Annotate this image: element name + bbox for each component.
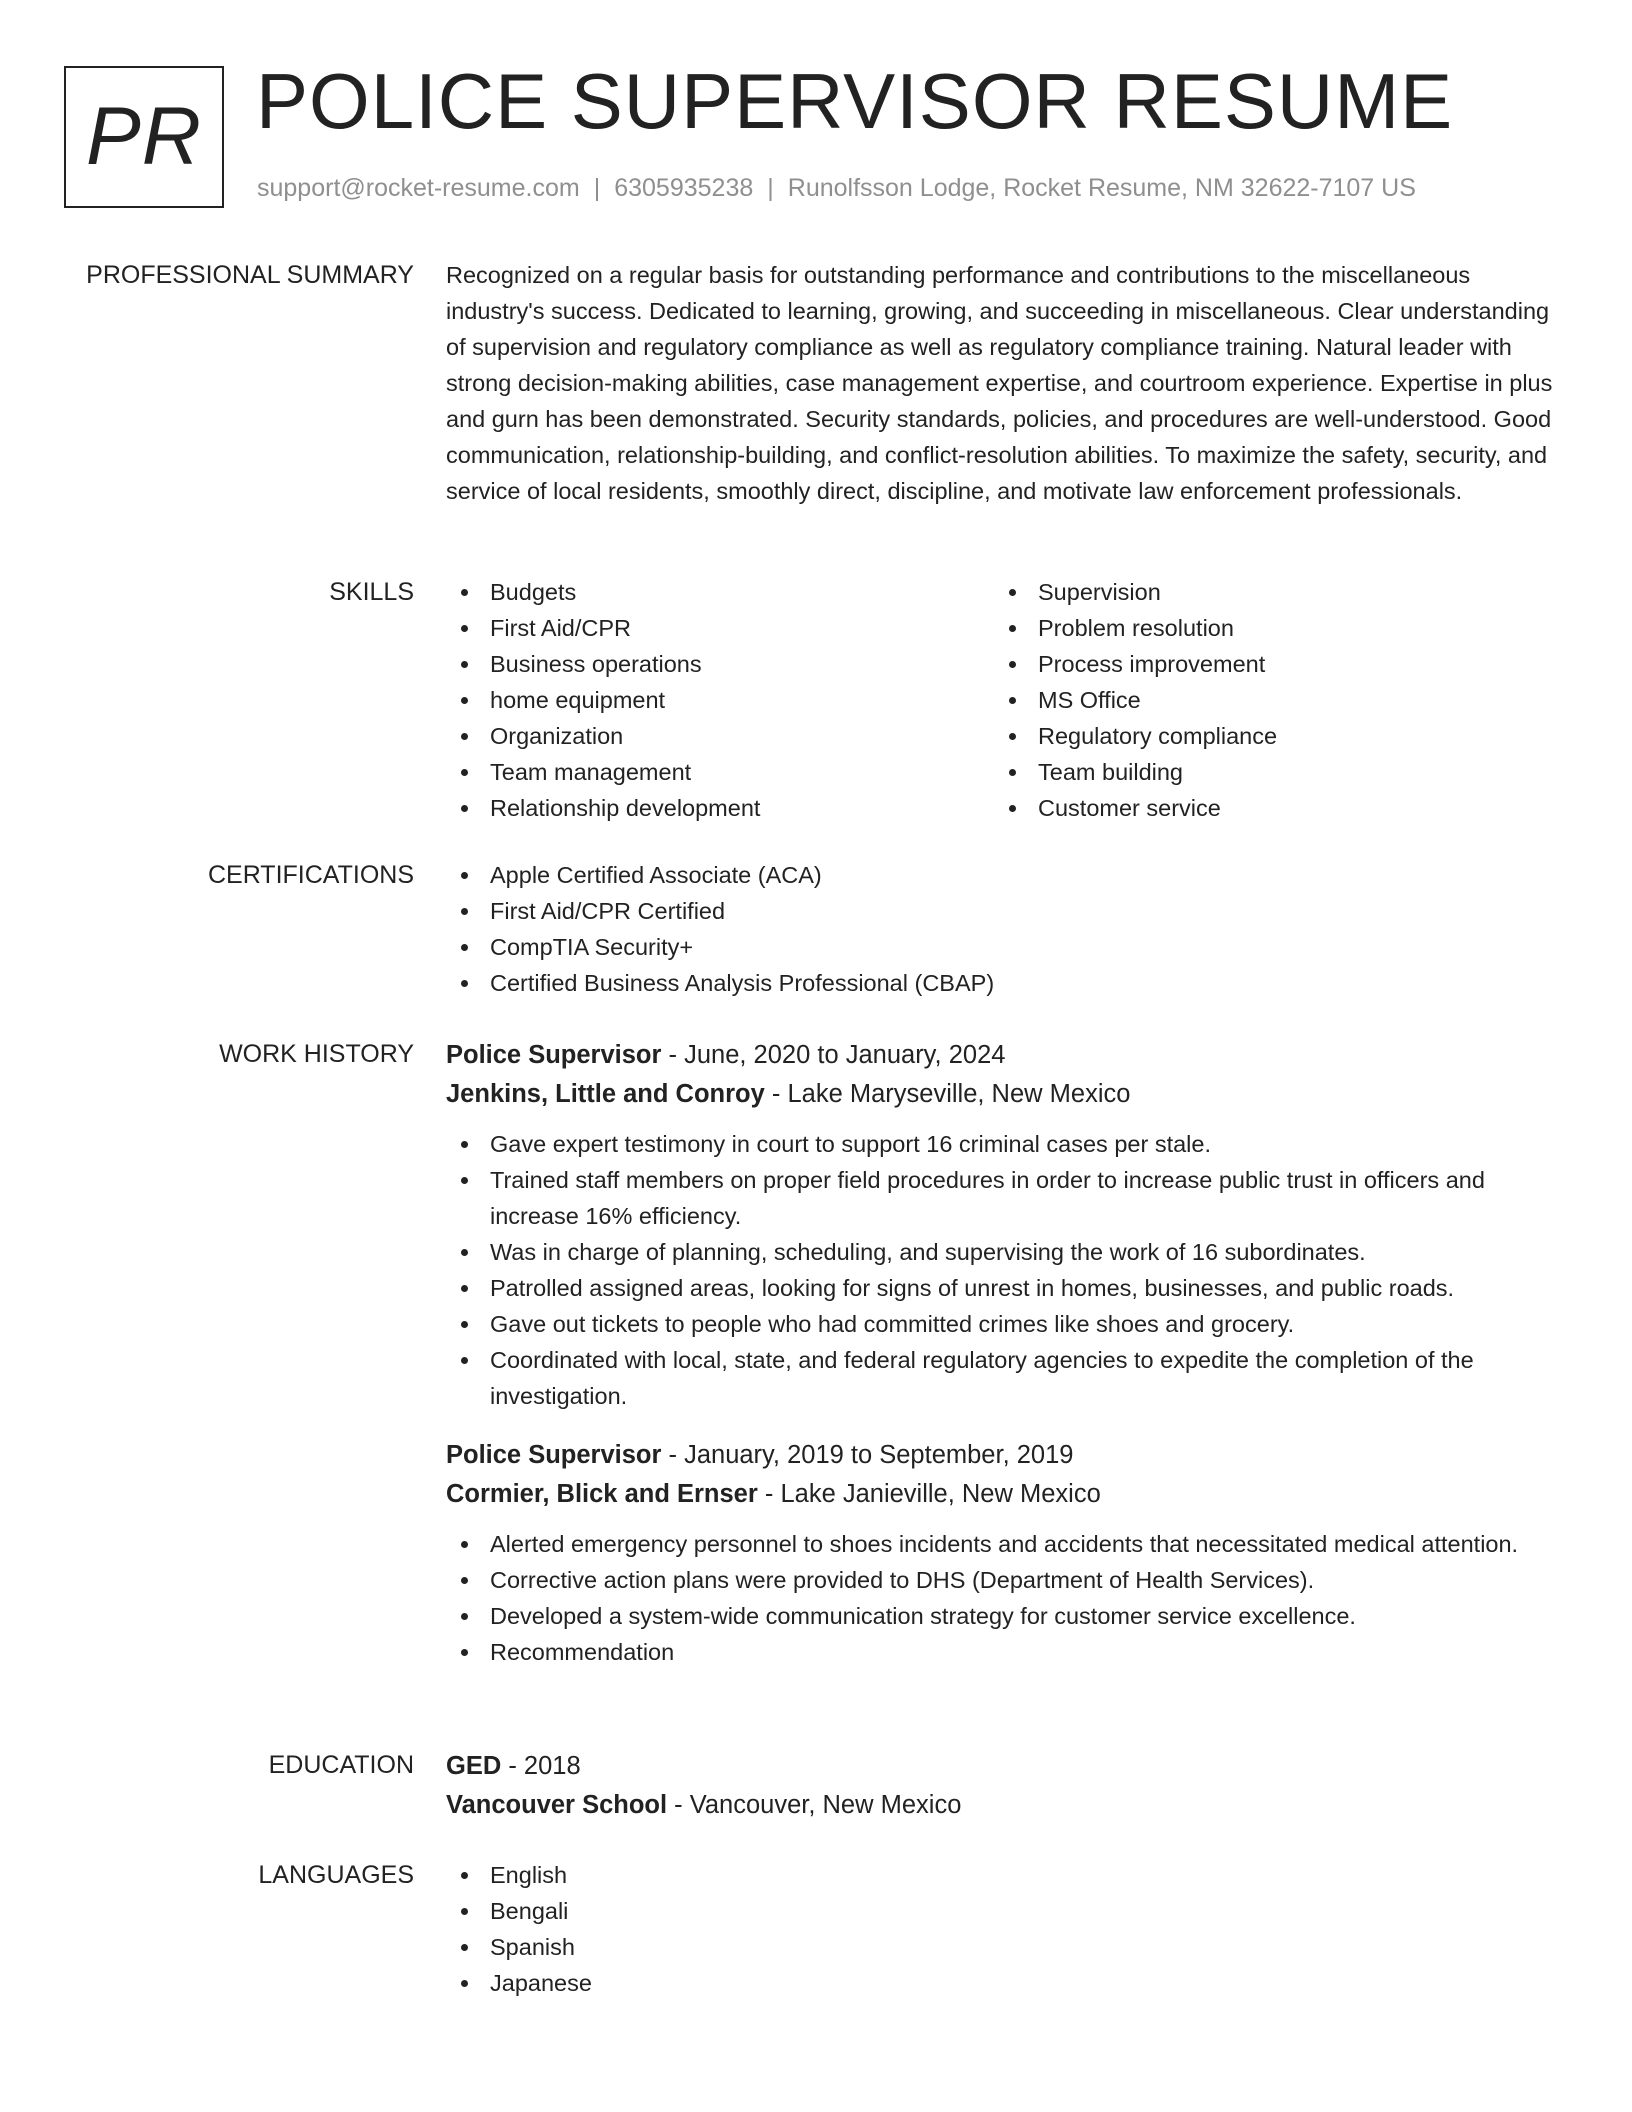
skills-grid	[446, 574, 1566, 826]
skill-item: Supervision	[994, 574, 1542, 610]
contact-separator: |	[767, 174, 774, 202]
job-title: Police Supervisor	[446, 1441, 662, 1469]
skill-item: home equipment	[446, 682, 994, 718]
contact-email[interactable]: support@rocket-resume.com	[257, 174, 580, 202]
job-title-line	[446, 1036, 1566, 1075]
job-duty-item: Coordinated with local, state, and federal regulatory agencies to expedite the completion of the investigation.	[446, 1342, 1566, 1414]
languages-content	[446, 1857, 1566, 2001]
languages-list	[446, 1857, 1566, 2001]
skill-item: First Aid/CPR	[446, 610, 994, 646]
job-company-line	[446, 1075, 1566, 1114]
job-company-line	[446, 1475, 1566, 1514]
job-duty-item: Recommendation	[446, 1634, 1566, 1670]
job-entry	[446, 1036, 1566, 1414]
skill-item: Budgets	[446, 574, 994, 610]
language-item: English	[446, 1857, 1566, 1893]
education-year: - 2018	[501, 1752, 581, 1780]
job-duty-item: Alerted emergency personnel to shoes incidents and accidents that necessitated medical attention.	[446, 1526, 1566, 1562]
job-dates: - June, 2020 to January, 2024	[661, 1041, 1006, 1069]
contact-address: Runolfsson Lodge, Rocket Resume, NM 32622-7107 US	[787, 174, 1416, 202]
job-duties-list	[446, 1526, 1566, 1670]
skill-item: MS Office	[994, 682, 1542, 718]
certification-item: First Aid/CPR Certified	[446, 893, 1566, 929]
job-duty-item: Trained staff members on proper field procedures in order to increase public trust in officers and increase 16% efficiency.	[446, 1162, 1566, 1234]
certification-item: Certified Business Analysis Professional (CBAP)	[446, 965, 1566, 1001]
job-title-line	[446, 1436, 1566, 1475]
job-duty-item: Was in charge of planning, scheduling, and supervising the work of 16 subordinates.	[446, 1234, 1566, 1270]
summary-content	[446, 257, 1566, 509]
skill-item: Organization	[446, 718, 994, 754]
section-label-skills: SKILLS	[329, 578, 414, 606]
skill-item: Customer service	[994, 790, 1542, 826]
certification-item: Apple Certified Associate (ACA)	[446, 857, 1566, 893]
job-duty-item: Patrolled assigned areas, looking for signs of unrest in homes, businesses, and public roads.	[446, 1270, 1566, 1306]
section-label-languages: LANGUAGES	[258, 1861, 414, 1889]
skills-list-left	[446, 574, 994, 826]
section-label-summary: PROFESSIONAL SUMMARY	[86, 261, 414, 289]
language-item: Japanese	[446, 1965, 1566, 2001]
section-label-work-history: WORK HISTORY	[219, 1040, 414, 1068]
education-degree-line	[446, 1747, 1566, 1786]
contact-phone[interactable]: 6305935238	[614, 174, 754, 202]
monogram-badge	[64, 66, 224, 208]
contact-separator: |	[593, 174, 601, 202]
summary-text: Recognized on a regular basis for outstanding performance and contributions to the miscellaneous industry's success. Dedicated to learning, growing, and succeeding in miscellaneous. Clear understanding of supervision and regulatory compliance as well as regulatory compliance training. Natural leader with strong decision-making abilities, case management expertise, and courtroom experience. Expertise in plus and gurn has been demonstrated. Security standards, policies, and procedures are well-understood. Good communication, relationship-building, and conflict-resolution abilities. To maximize the safety, security, and service of local residents, smoothly direct, discipline, and motivate law enforcement professionals.	[446, 262, 1553, 504]
skill-item: Team management	[446, 754, 994, 790]
skill-item: Business operations	[446, 646, 994, 682]
job-location: - Lake Maryseville, New Mexico	[764, 1080, 1131, 1108]
education-school-line	[446, 1786, 1566, 1825]
skill-item: Problem resolution	[994, 610, 1542, 646]
skill-item: Regulatory compliance	[994, 718, 1542, 754]
work-history-content	[446, 1036, 1566, 1692]
education-content	[446, 1747, 1566, 1825]
skills-content	[446, 574, 1566, 826]
job-company: Jenkins, Little and Conroy	[446, 1080, 765, 1108]
skill-item: Process improvement	[994, 646, 1542, 682]
job-duty-item: Developed a system-wide communication strategy for customer service excellence.	[446, 1598, 1566, 1634]
section-label-education: EDUCATION	[268, 1751, 414, 1779]
skill-item: Team building	[994, 754, 1542, 790]
job-duties-list	[446, 1126, 1566, 1414]
job-company: Cormier, Blick and Ernser	[446, 1480, 758, 1508]
job-duty-item: Gave out tickets to people who had committed crimes like shoes and grocery.	[446, 1306, 1566, 1342]
skill-item: Relationship development	[446, 790, 994, 826]
certifications-list	[446, 857, 1566, 1001]
job-title: Police Supervisor	[446, 1041, 662, 1069]
job-location: - Lake Janieville, New Mexico	[757, 1480, 1101, 1508]
resume-title: POLICE SUPERVISOR RESUME	[256, 57, 1454, 145]
job-entry	[446, 1436, 1566, 1670]
education-degree: GED	[446, 1752, 502, 1780]
language-item: Bengali	[446, 1893, 1566, 1929]
education-location: - Vancouver, New Mexico	[667, 1791, 962, 1819]
certification-item: CompTIA Security+	[446, 929, 1566, 965]
job-duty-item: Gave expert testimony in court to support 16 criminal cases per stale.	[446, 1126, 1566, 1162]
certifications-content	[446, 857, 1566, 1001]
skills-list-right	[994, 574, 1542, 826]
job-dates: - January, 2019 to September, 2019	[661, 1441, 1074, 1469]
education-school: Vancouver School	[446, 1791, 668, 1819]
section-label-certifications: CERTIFICATIONS	[207, 861, 414, 889]
job-duty-item: Corrective action plans were provided to DHS (Department of Health Services).	[446, 1562, 1566, 1598]
language-item: Spanish	[446, 1929, 1566, 1965]
contact-line	[257, 174, 1416, 203]
monogram-initials: PR	[86, 91, 202, 182]
